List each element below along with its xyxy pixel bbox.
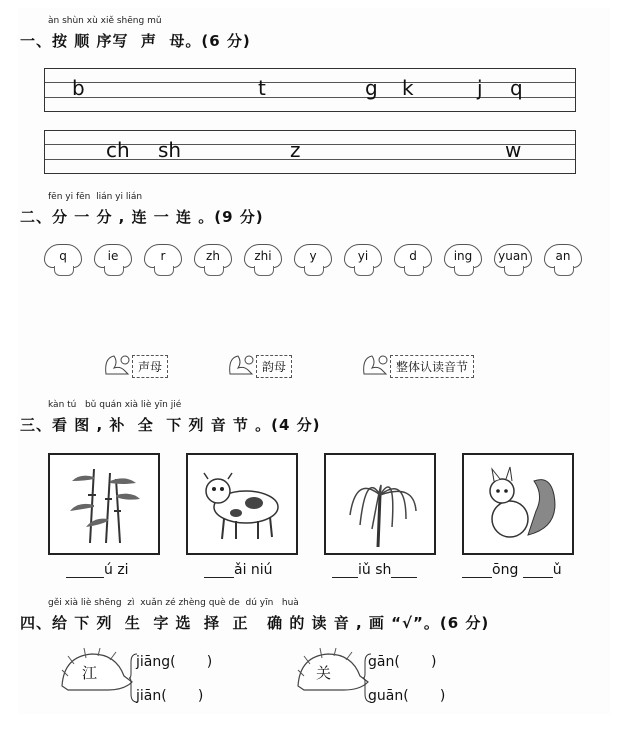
option-jiang-2[interactable]: jiān( ) <box>136 688 204 704</box>
mushroom-card[interactable]: zhi <box>244 244 282 284</box>
q4-pinyin: gěi xià liè shēng zì xuǎn zé zhèng què de dú yīn huà <box>48 598 299 608</box>
category-whole-syllable[interactable]: 整体认读音节 <box>390 355 474 378</box>
mushroom-card[interactable]: an <box>544 244 582 284</box>
consonant-letter: k <box>402 76 414 100</box>
character-jiang: 江 <box>82 664 98 682</box>
mushroom-card[interactable]: yi <box>344 244 382 284</box>
hedgehog-icon <box>294 646 372 696</box>
bamboo-icon <box>50 455 158 553</box>
picture-bamboo <box>48 453 160 555</box>
squirrel-icon <box>226 350 256 378</box>
category-consonant[interactable]: 声母 <box>132 355 168 378</box>
q3-title: 三、看 图 , 补 全 下 列 音 节 。(4 分) <box>20 416 321 434</box>
q4-title: 四、给 下 列 生 字 选 择 正 确 的 读 音 , 画 “√”。(6 分) <box>20 614 490 632</box>
willow-icon <box>326 455 434 553</box>
consonant-letter: g <box>365 76 378 100</box>
option-guan-1[interactable]: gān( ) <box>368 654 437 670</box>
mushroom-card[interactable]: yuan <box>494 244 532 284</box>
answer-cow[interactable]: ǎi niú <box>204 562 273 578</box>
consonant-letter: j <box>477 76 483 100</box>
mushroom-card[interactable]: ie <box>94 244 132 284</box>
consonant-letter: q <box>510 76 523 100</box>
consonant-letter: z <box>290 138 301 162</box>
option-guan-2[interactable]: guān( ) <box>368 688 446 704</box>
q2-title: 二、分 一 分 , 连 一 连 。(9 分) <box>20 208 264 226</box>
four-line-grid-2 <box>44 130 576 174</box>
picture-willow <box>324 453 436 555</box>
mushroom-card[interactable]: d <box>394 244 432 284</box>
picture-squirrel <box>462 453 574 555</box>
consonant-letter: b <box>72 76 85 100</box>
q2-pinyin: fēn yi fēn lián yi lián <box>48 192 143 202</box>
consonant-letter: sh <box>158 138 182 162</box>
four-line-grid-1 <box>44 68 576 112</box>
cow-icon <box>188 455 296 553</box>
mushroom-card[interactable]: r <box>144 244 182 284</box>
mushroom-card[interactable]: ing <box>444 244 482 284</box>
picture-cow <box>186 453 298 555</box>
character-guan: 关 <box>316 664 332 682</box>
consonant-letter: w <box>505 138 522 162</box>
squirrel-icon <box>360 350 390 378</box>
answer-squirrel[interactable]: ōng ǔ <box>462 562 562 578</box>
consonant-letter: t <box>258 76 266 100</box>
answer-willow[interactable]: iǔ sh <box>332 562 417 578</box>
mushroom-card[interactable]: y <box>294 244 332 284</box>
squirrel-icon <box>102 350 132 378</box>
mushroom-card[interactable]: q <box>44 244 82 284</box>
category-vowel[interactable]: 韵母 <box>256 355 292 378</box>
consonant-letter: ch <box>106 138 130 162</box>
q1-pinyin: àn shùn xù xiě shēng mǔ <box>48 16 162 26</box>
q1-title: 一、按 顺 序写 声 母。(6 分) <box>20 32 251 50</box>
squirrel-icon <box>464 455 572 553</box>
option-jiang-1[interactable]: jiāng( ) <box>136 654 213 670</box>
mushroom-card[interactable]: zh <box>194 244 232 284</box>
q3-pinyin: kàn tú bǔ quán xià liè yīn jié <box>48 400 182 410</box>
answer-bamboo[interactable]: ú zi <box>66 562 129 578</box>
